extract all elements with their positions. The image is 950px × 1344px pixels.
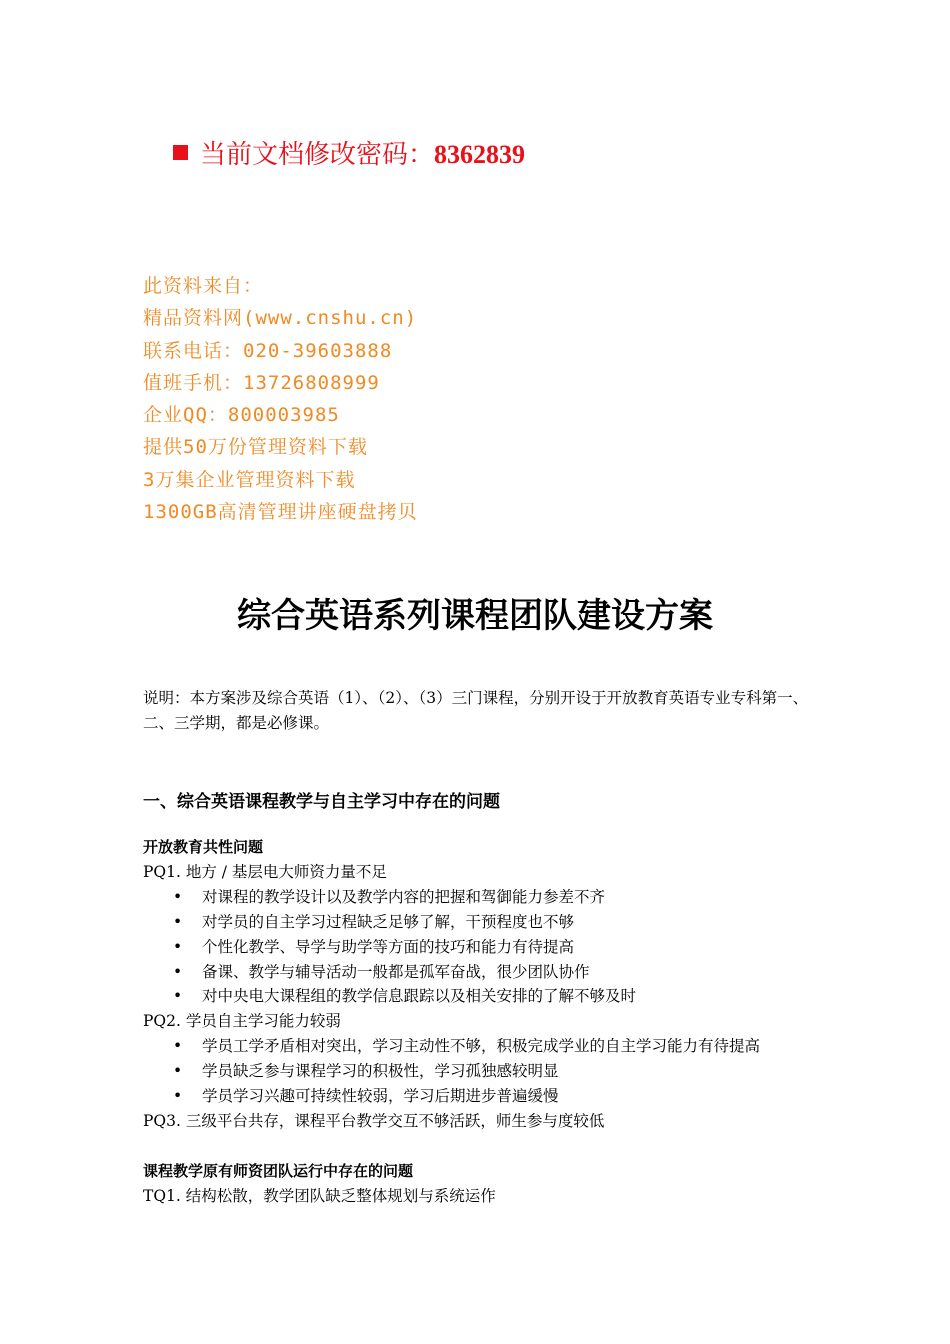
subheading: 课程教学原有师资团队运行中存在的问题 [143,1161,414,1180]
document-title: 综合英语系列课程团队建设方案 [237,596,713,636]
password-notice [173,134,525,171]
source-line: 提供50万份管理资料下载 [143,436,368,459]
source-line: 企业QQ：800003985 [143,404,340,427]
bullet-icon: • [173,1087,183,1106]
list-item: • 备课、教学与辅导活动一般都是孤军奋战，很少团队协作 [143,960,823,985]
password-label: 当前文档修改密码： [200,140,435,170]
problem-item: PQ3. 三级平台共存，课程平台教学交互不够活跃，师生参与度较低 [143,1111,605,1130]
list-item: • 学员学习兴趣可持续性较弱，学习后期进步普遍缓慢 [143,1084,823,1109]
source-line: 值班手机：13726808999 [143,371,380,394]
source-line: 联系电话：020-39603888 [143,339,393,362]
list-item: • 个性化教学、导学与助学等方面的技巧和能力有待提高 [143,935,823,960]
bullet-icon: • [173,887,183,906]
list-item: • 对学员的自主学习过程缺乏足够了解，干预程度也不够 [143,910,823,935]
source-line: 1300GB高清管理讲座硬盘拷贝 [143,501,418,524]
bullet-icon: • [173,987,183,1006]
bullet-icon: • [173,912,183,931]
list-item: • 对中央电大课程组的教学信息跟踪以及相关安排的了解不够及时 [143,984,823,1009]
bullet-icon: • [173,962,183,981]
square-icon [173,145,188,160]
list-item: • 学员缺乏参与课程学习的积极性，学习孤独感较明显 [143,1059,823,1084]
problem-item: PQ2. 学员自主学习能力较弱 [143,1012,341,1031]
source-info [143,270,418,528]
section-body [143,835,823,1209]
section-heading: 一、综合英语课程教学与自主学习中存在的问题 [143,792,500,812]
bullet-icon: • [173,1062,183,1081]
bullet-icon: • [173,937,183,956]
subheading: 开放教育共性问题 [143,838,264,856]
list-item: • 对课程的教学设计以及教学内容的把握和驾御能力参差不齐 [143,885,823,910]
list-item: • 学员工学矛盾相对突出，学习主动性不够，积极完成学业的自主学习能力有待提高 [143,1034,823,1059]
password-code: 8362839 [434,140,526,169]
intro-paragraph: 说明：本方案涉及综合英语（1）、（2）、（3）三门课程，分别开设于开放教育英语专业专科第一、二、三学期，都是必修课。 [143,689,809,732]
source-line: 3万集企业管理资料下载 [143,468,356,491]
source-line: 此资料来自： [143,275,264,297]
problem-item: TQ1. 结构松散，教学团队缺乏整体规划与系统运作 [143,1186,496,1205]
problem-item: PQ1. 地方 / 基层电大师资力量不足 [143,862,387,881]
bullet-icon: • [173,1037,183,1056]
source-line: 精品资料网(www.cnshu.cn) [143,307,418,330]
